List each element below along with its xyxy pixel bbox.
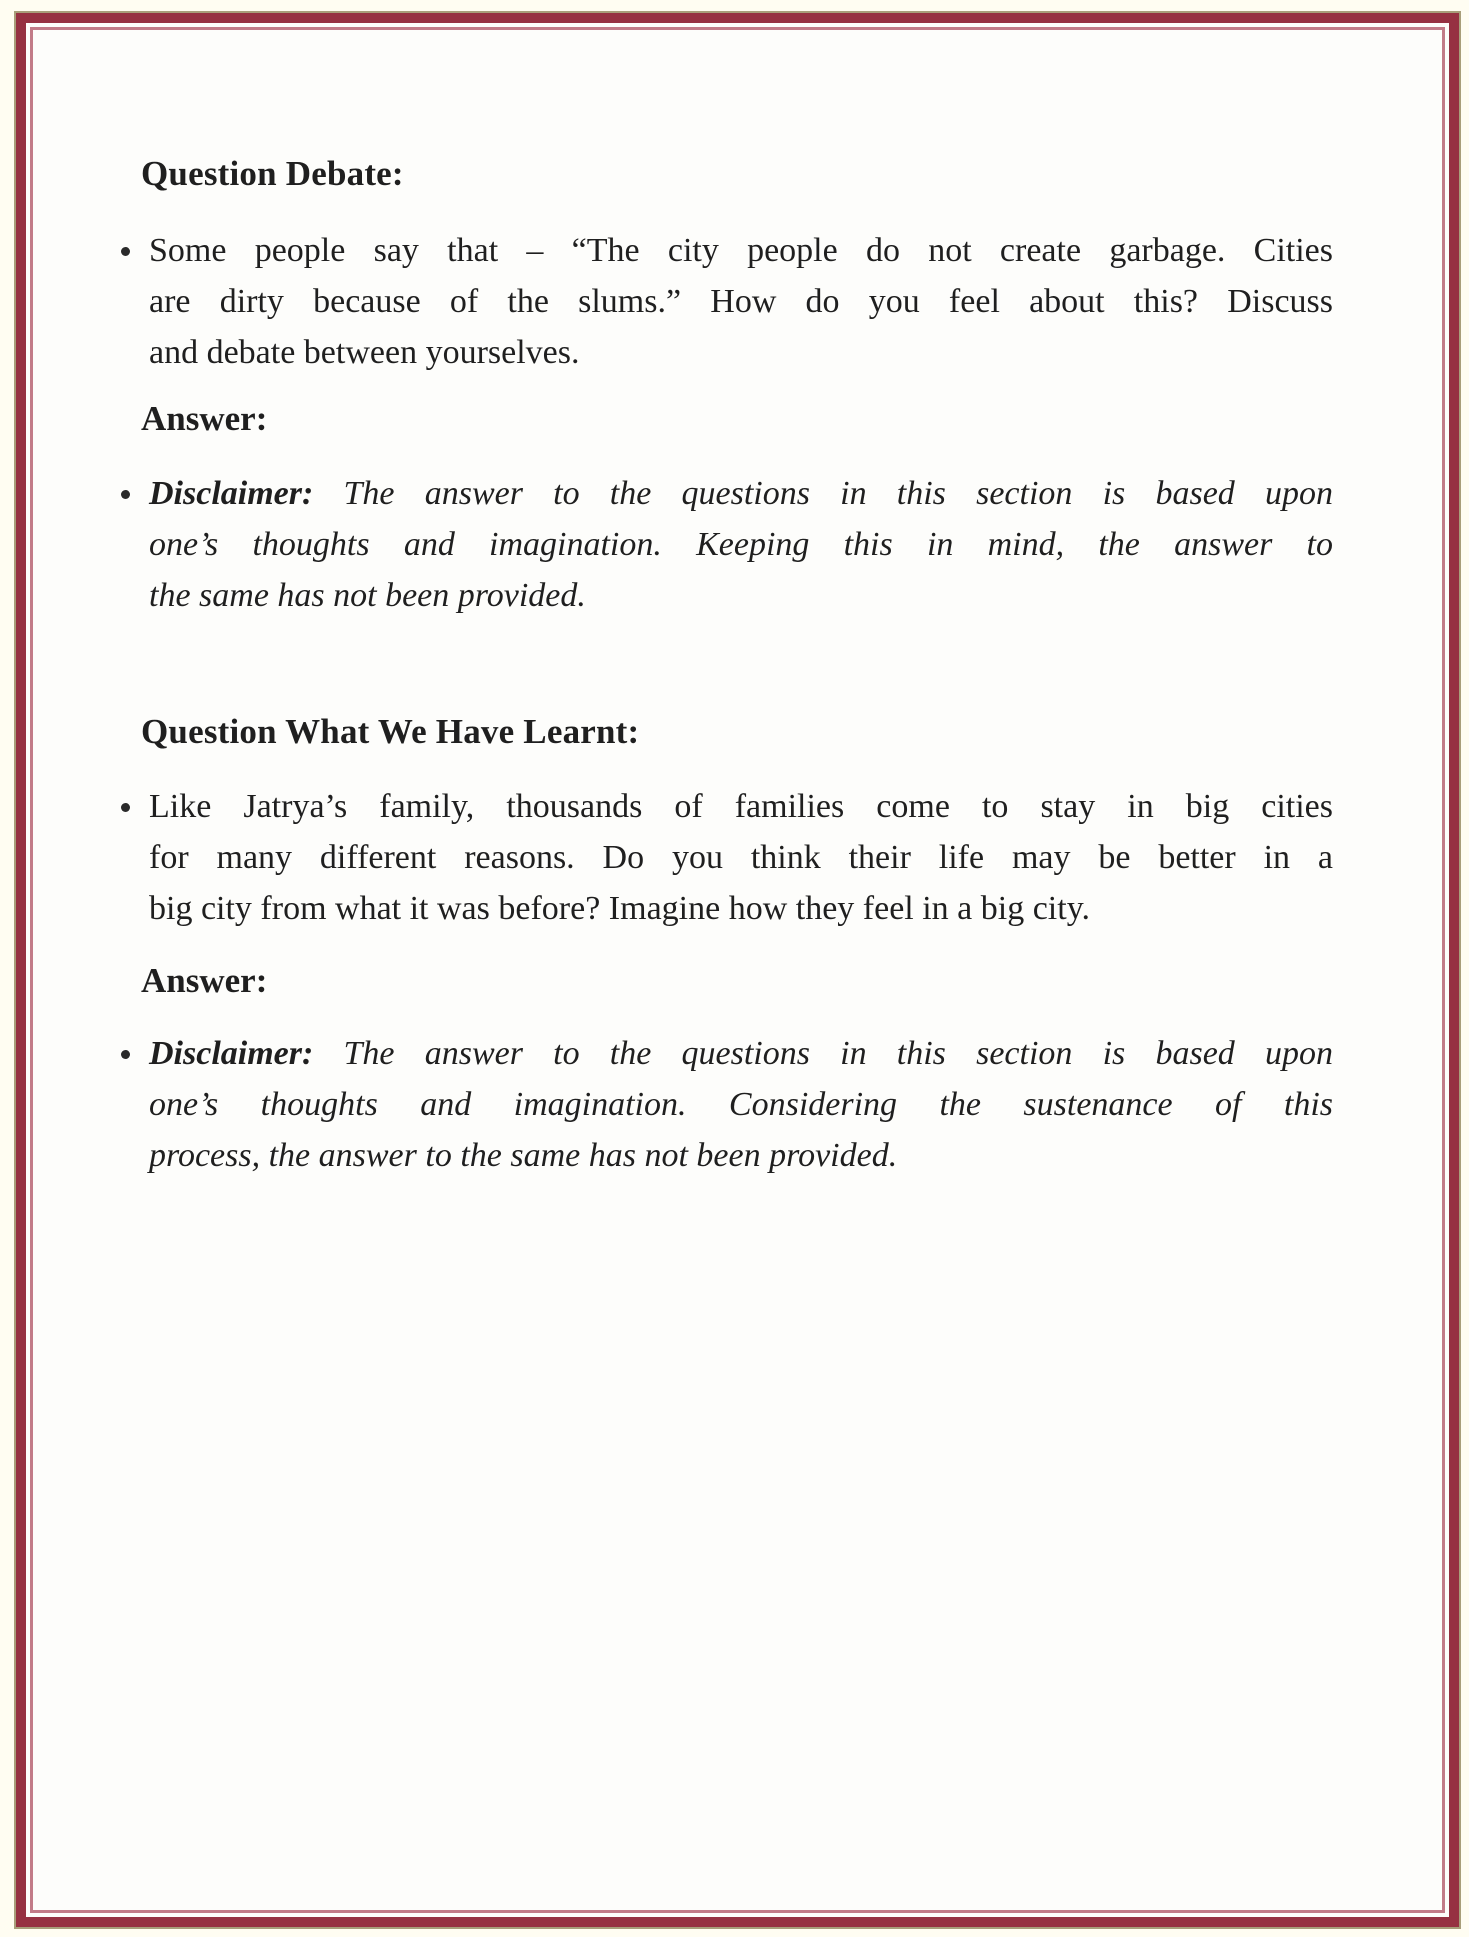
disclaimer-bullet-item — [141, 1028, 1333, 1181]
disclaimer-label: Disclaimer: — [149, 475, 314, 512]
question-text-line: big city from what it was before? Imagine how they feel in a big city. — [149, 890, 1090, 927]
disclaimer-label: Disclaimer: — [149, 1035, 314, 1072]
question-text-line: Like Jatrya’s family, thousands of families come to stay in big cities — [149, 788, 1333, 825]
bullet-icon — [121, 803, 130, 812]
bullet-icon — [121, 490, 130, 499]
disclaimer-text-line: one’s thoughts and imagination. Considering the sustenance of this — [149, 1086, 1333, 1123]
question-bullet-item — [141, 781, 1333, 934]
question-heading-what-we-have-learnt: Question What We Have Learnt: — [141, 712, 640, 751]
answer-label: Answer: — [141, 399, 268, 438]
question-heading-debate: Question Debate: — [141, 154, 404, 193]
disclaimer-text-line — [149, 468, 1333, 519]
bullet-icon — [121, 1050, 130, 1059]
disclaimer-text-line: process, the answer to the same has not been provided. — [149, 1137, 898, 1174]
question-bullet-item — [141, 225, 1333, 378]
disclaimer-text-line — [149, 1028, 1333, 1079]
disclaimer-text-line: the same has not been provided. — [149, 577, 586, 614]
disclaimer-text-line: one’s thoughts and imagination. Keeping this in mind, the answer to — [149, 526, 1333, 563]
question-text-line: for many different reasons. Do you think their life may be better in a — [149, 839, 1333, 876]
question-text-line: Some people say that – “The city people do not create garbage. Cities — [149, 232, 1333, 269]
disclaimer-text: The answer to the questions in this section is based upon — [343, 475, 1333, 512]
disclaimer-bullet-item — [141, 468, 1333, 621]
document-content — [141, 153, 1333, 1181]
question-text-line: are dirty because of the slums.” How do you feel about this? Discuss — [149, 283, 1333, 320]
disclaimer-text: The answer to the questions in this section is based upon — [343, 1035, 1333, 1072]
question-text-line: and debate between yourselves. — [149, 334, 580, 371]
answer-label: Answer: — [141, 961, 268, 1000]
bullet-icon — [121, 247, 130, 256]
